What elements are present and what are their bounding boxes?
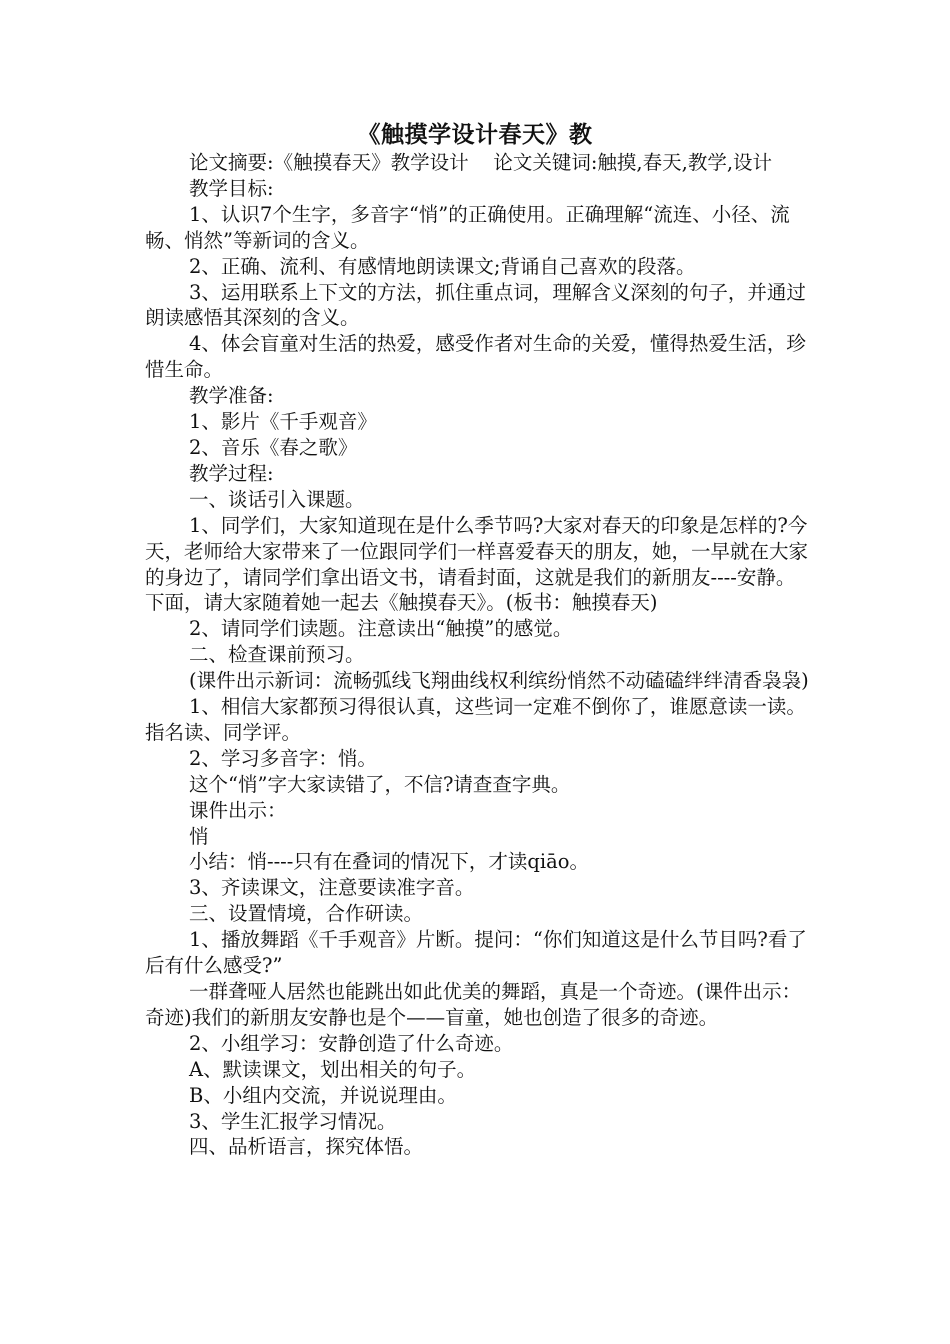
paragraph: 教学过程:: [189, 461, 274, 485]
paragraph: 教学准备:: [189, 384, 274, 408]
paragraph: 二、检查课前预习。: [189, 643, 365, 667]
paragraph: 2、请同学们读题。注意读出“触摸”的感觉。: [189, 617, 573, 641]
paragraph: 一群聋哑人居然也能跳出如此优美的舞蹈，真是一个奇迹。(课件出示：奇迹)我们的新朋友安静也是个——盲童，她也创造了很多的奇迹。: [145, 980, 802, 1029]
paragraph: 小结：悄----只有在叠词的情况下，才读qiāo。: [189, 850, 589, 874]
paragraph: (课件出示新词：流畅弧线飞翔曲线权利缤纷悄然不动磕磕绊绊清香袅袅): [189, 669, 809, 693]
paragraph: 3、学生汇报学习情况。: [189, 1109, 397, 1133]
paragraph: 三、设置情境，合作研读。: [189, 902, 424, 926]
paragraph: 3、齐读课文，注意要读准字音。: [189, 876, 475, 900]
paragraph: 教学目标:: [189, 176, 274, 200]
document-body: [145, 150, 810, 1160]
paragraph: 4、体会盲童对生活的热爱，感受作者对生命的关爱，懂得热爱生活，珍惜生命。: [145, 332, 806, 382]
document-title: 《触摸学设计春天》教: [357, 121, 593, 148]
paragraph: 1、同学们，大家知道现在是什么季节吗?大家对春天的印象是怎样的?今天，老师给大家带来了一位跟同学们一样喜爱春天的朋友，她，一早就在大家的身边了，请同学们拿出语文书，请看封面，这就是我们的新朋友----安静。下面，请大家随着她一起去《触摸春天》。(板书：触摸春天): [145, 513, 809, 615]
paragraph: A、默读课文，划出相关的句子。: [189, 1057, 477, 1081]
paragraph: B、小组内交流，并说说理由。: [189, 1083, 457, 1107]
paragraph: 2、音乐《春之歌》: [189, 435, 358, 459]
paragraph: 1、认识7个生字，多音字“悄”的正确使用。正确理解“流连、小径、流畅、悄然”等新词的含义。: [145, 202, 790, 252]
paragraph: 这个“悄”字大家读错了，不信?请查查字典。: [189, 772, 571, 796]
paragraph: 2、小组学习：安静创造了什么奇迹。: [189, 1031, 514, 1055]
paragraph: 一、谈话引入课题。: [189, 487, 365, 511]
paragraph: 2、正确、流利、有感情地朗读课文;背诵自己喜欢的段落。: [189, 254, 696, 278]
paragraph: 1、影片《千手观音》: [189, 410, 377, 434]
paragraph: 悄: [189, 824, 209, 848]
paragraph: 1、播放舞蹈《千手观音》片断。提问：“你们知道这是什么节目吗?看了后有什么感受?”: [145, 928, 807, 978]
paragraph: 3、运用联系上下文的方法，抓住重点词，理解含义深刻的句子，并通过朗读感悟其深刻的含义。: [145, 280, 806, 330]
paragraph: 论文摘要:《触摸春天》教学设计 论文关键词:触摸,春天,教学,设计: [189, 151, 773, 174]
paragraph: 1、相信大家都预习得很认真，这些词一定难不倒你了，谁愿意读一读。指名读、同学评。: [145, 695, 806, 744]
paragraph: 2、学习多音字：悄。: [189, 746, 377, 770]
paragraph: 四、品析语言，探究体悟。: [189, 1135, 424, 1159]
paragraph: 课件出示：: [189, 798, 287, 822]
